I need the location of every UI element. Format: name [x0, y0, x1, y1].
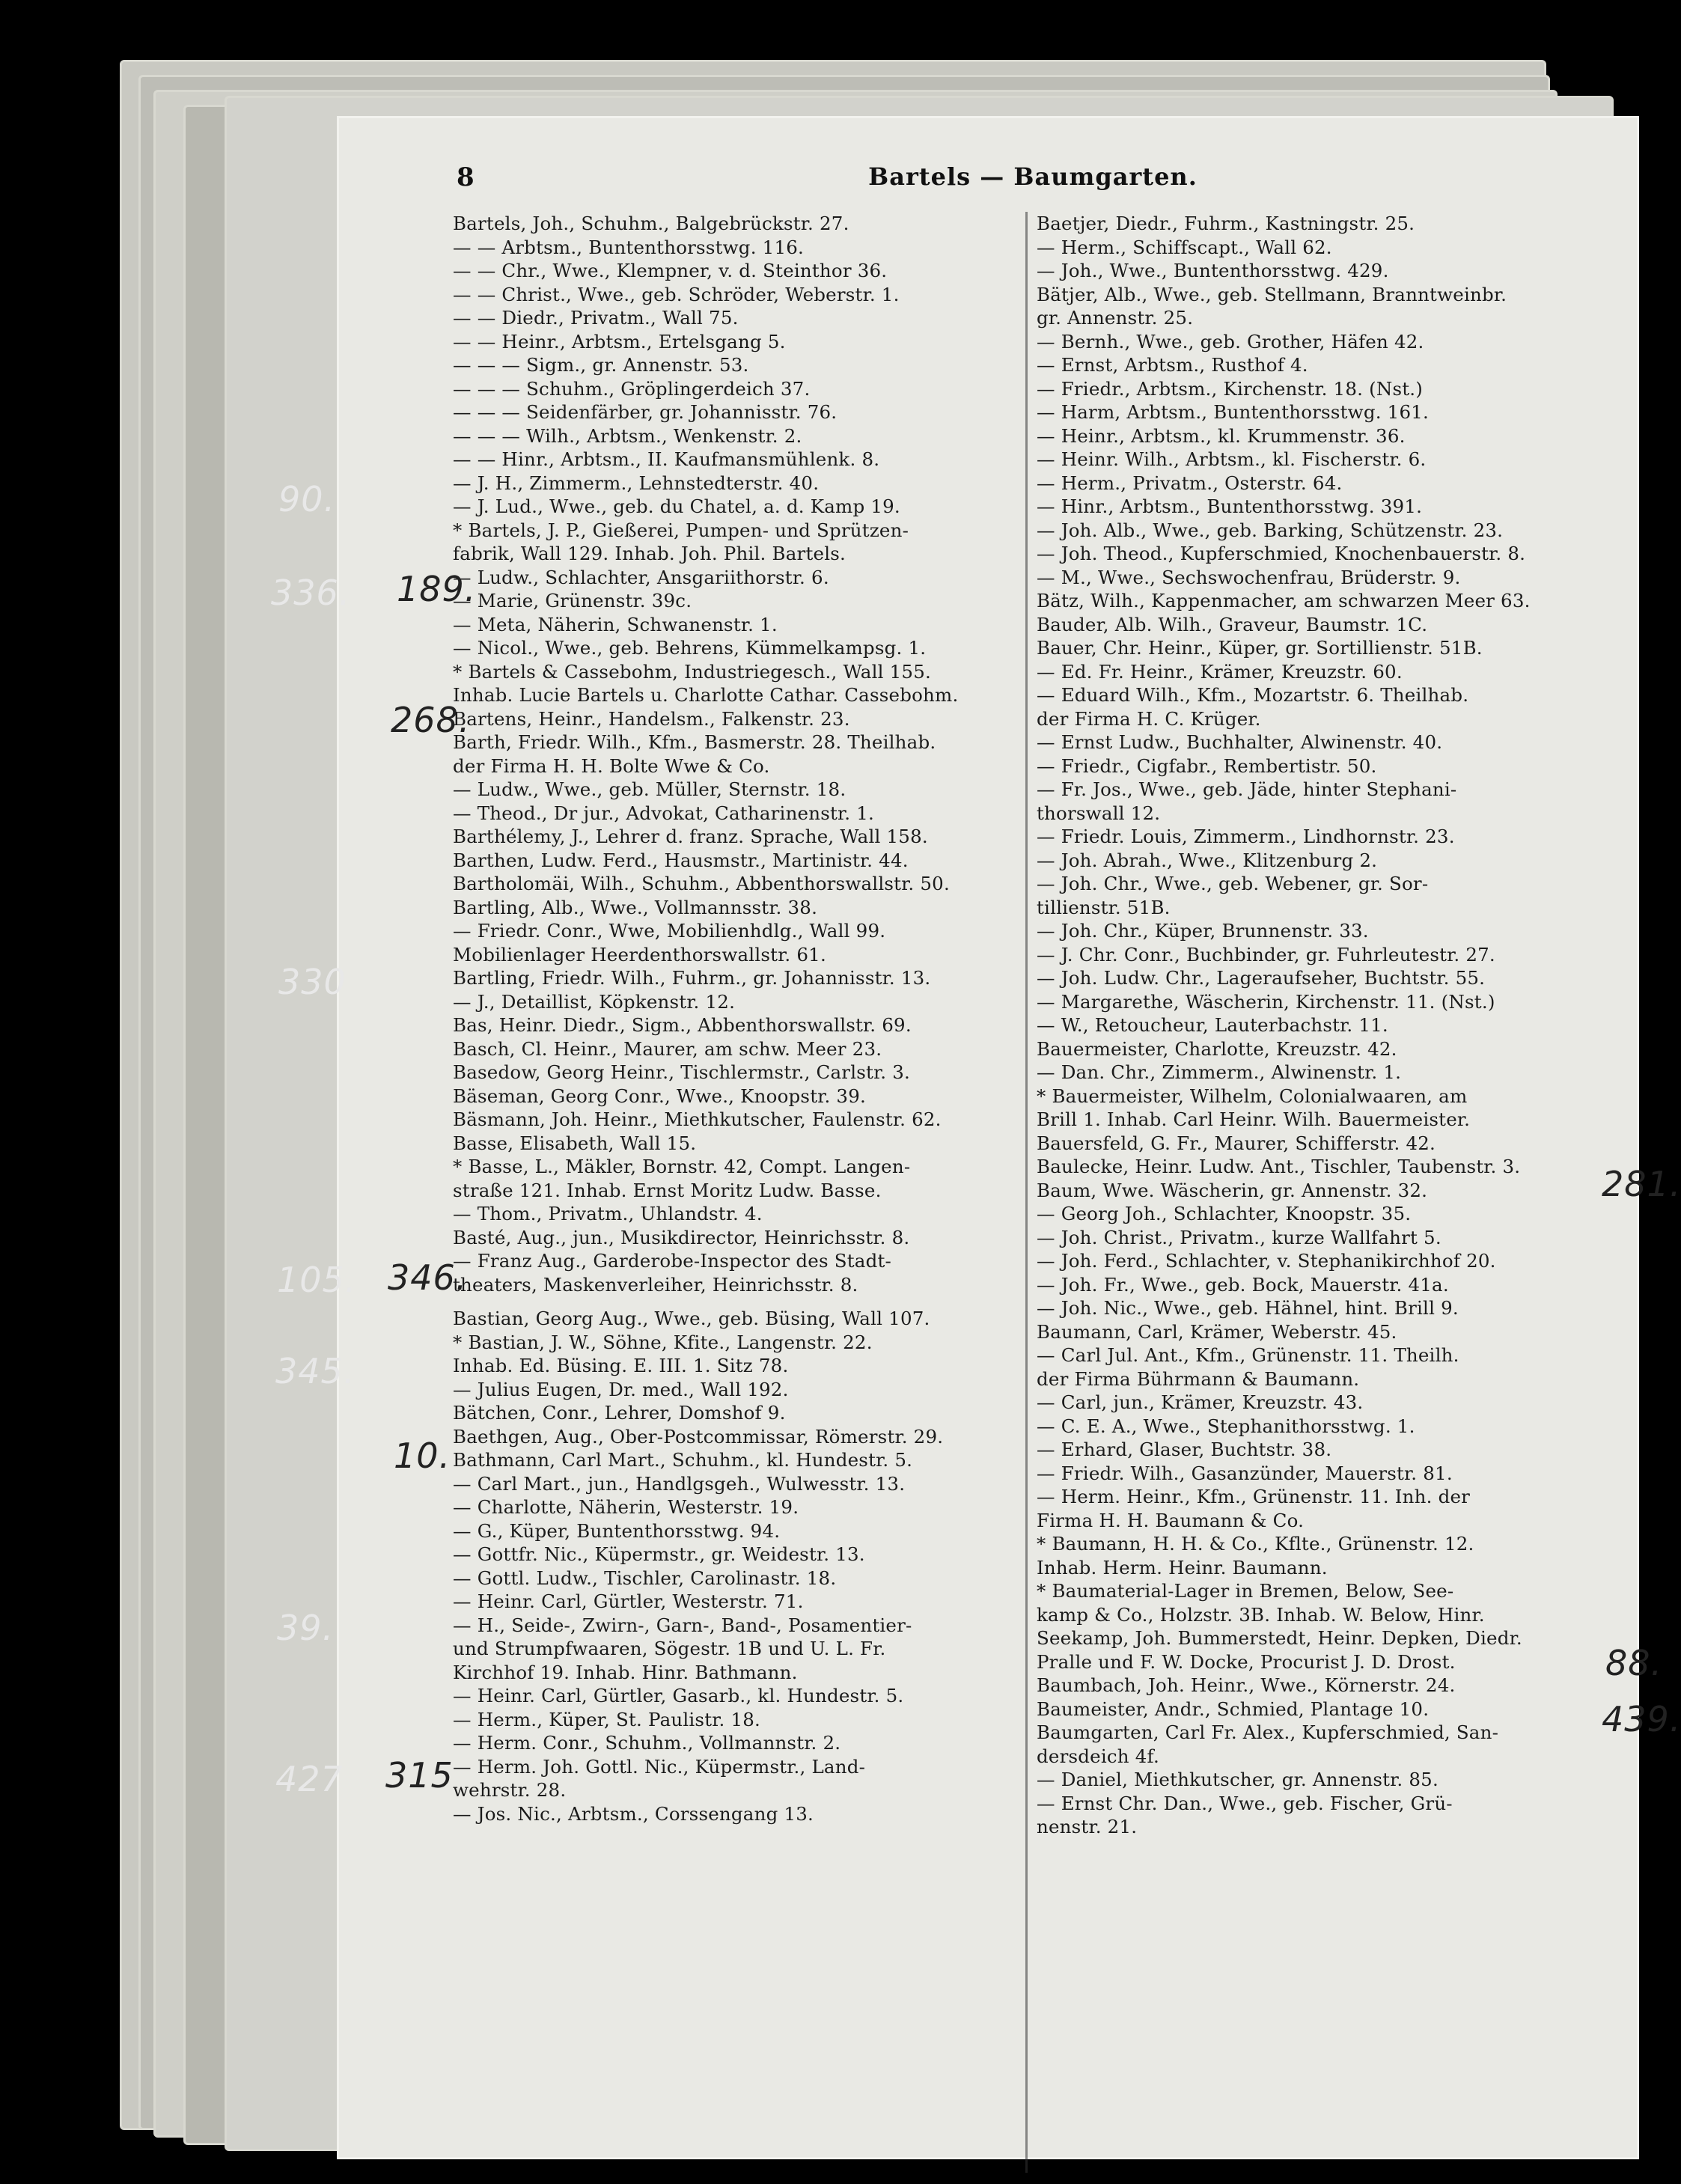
directory-entry-line: tillienstr. 51B. — [1037, 896, 1171, 918]
directory-entry-line: — Heinr., Arbtsm., kl. Krummenstr. 36. — [1037, 424, 1406, 447]
directory-entry-line: Bäsmann, Joh. Heinr., Miethkutscher, Faulenstr. 62. — [453, 1108, 942, 1130]
handwritten-note: 189. — [397, 569, 477, 609]
directory-entry-line: — Joh., Wwe., Buntenthorsstwg. 429. — [1037, 260, 1389, 281]
directory-entry-line: — Gottl. Ludw., Tischler, Carolinastr. 18. — [453, 1567, 837, 1589]
directory-page — [337, 116, 1639, 2159]
directory-entry-line: Baetjer, Diedr., Fuhrm., Kastningstr. 25. — [1037, 213, 1415, 234]
directory-entry-line: — Joh. Chr., Wwe., geb. Webener, gr. Sor- — [1037, 873, 1429, 894]
directory-entry-line: — Friedr. Conr., Wwe, Mobilienhdlg., Wall 99. — [453, 920, 886, 942]
directory-entry-line: Basedow, Georg Heinr., Tischlermstr., Carlstr. 3. — [453, 1061, 911, 1083]
handwritten-note: 315 — [385, 1755, 454, 1796]
handwritten-note: 90. — [278, 479, 336, 519]
directory-entry-line: — Joh. Ferd., Schlachter, v. Stephanikirchhof 20. — [1037, 1250, 1496, 1272]
directory-entry-line: — C. E. A., Wwe., Stephanithorsstwg. 1. — [1037, 1415, 1415, 1437]
directory-entry-line: Bathmann, Carl Mart., Schuhm., kl. Hundestr. 5. — [453, 1449, 913, 1471]
directory-entry-line: * Baumann, H. H. & Co., Kflte., Grünenstr. 12. — [1037, 1533, 1474, 1555]
directory-entry-line: — Jos. Nic., Arbtsm., Corssengang 13. — [453, 1802, 814, 1825]
directory-entry-line: — M., Wwe., Sechswochenfrau, Brüderstr. 9. — [1037, 566, 1461, 588]
directory-entry-line: thorswall 12. — [1037, 802, 1161, 824]
directory-entry-line: — Ed. Fr. Heinr., Krämer, Kreuzstr. 60. — [1037, 660, 1403, 683]
directory-entry-line: — — Diedr., Privatm., Wall 75. — [453, 307, 739, 329]
directory-entry-line: — Herm., Schiffscapt., Wall 62. — [1037, 236, 1332, 258]
directory-entry-line: Basse, Elisabeth, Wall 15. — [453, 1132, 697, 1154]
directory-entry-line: — — — Sigm., gr. Annenstr. 53. — [453, 354, 749, 376]
directory-entry-line: — Joh. Fr., Wwe., geb. Bock, Mauerstr. 41a. — [1037, 1273, 1449, 1296]
handwritten-note: 10. — [394, 1436, 451, 1476]
directory-entry-line: Bartling, Alb., Wwe., Vollmannsstr. 38. — [453, 896, 818, 918]
directory-entry-line: — Marie, Grünenstr. 39c. — [453, 590, 692, 611]
directory-entry-line: — H., Seide-, Zwirn-, Garn-, Band-, Posamentier- — [453, 1614, 912, 1636]
directory-entry-line: wehrstr. 28. — [453, 1779, 567, 1801]
handwritten-note: 88. — [1605, 1643, 1663, 1683]
directory-entry-line: — Harm, Arbtsm., Buntenthorsstwg. 161. — [1037, 401, 1430, 423]
directory-entry-line: der Firma H. H. Bolte Wwe & Co. — [453, 754, 770, 777]
directory-entry-line: Bartling, Friedr. Wilh., Fuhrm., gr. Johannisstr. 13. — [453, 967, 931, 989]
directory-entry-line: * Bartels, J. P., Gießerei, Pumpen- und Sprützen- — [453, 519, 909, 541]
directory-entry-line: Bastian, Georg Aug., Wwe., geb. Büsing, Wall 107. — [453, 1308, 930, 1329]
left-column — [453, 212, 1111, 1825]
directory-entry-line: — Eduard Wilh., Kfm., Mozartstr. 6. Theilhab. — [1037, 684, 1469, 706]
directory-entry-line: Brill 1. Inhab. Carl Heinr. Wilh. Bauermeister. — [1037, 1108, 1471, 1130]
directory-entry-line: — J., Detaillist, Köpkenstr. 12. — [453, 990, 736, 1013]
page-header — [457, 162, 1609, 192]
directory-entry-line: Inhab. Ed. Büsing. E. III. 1. Sitz 78. — [453, 1355, 789, 1376]
directory-entry-line: der Firma Bührmann & Baumann. — [1037, 1367, 1360, 1390]
page-title: Bartels — Baumgarten. — [868, 162, 1198, 191]
directory-entry-line: — J. Lud., Wwe., geb. du Chatel, a. d. Kamp 19. — [453, 495, 900, 517]
directory-entry-line: * Bauermeister, Wilhelm, Colonialwaaren, am — [1037, 1085, 1468, 1107]
directory-entry-line: — Georg Joh., Schlachter, Knoopstr. 35. — [1037, 1203, 1412, 1224]
directory-entry-line: Bäseman, Georg Conr., Wwe., Knoopstr. 39. — [453, 1085, 866, 1107]
directory-entry-line: — — Chr., Wwe., Klempner, v. d. Steinthor 36. — [453, 260, 888, 281]
handwritten-note: 330 — [278, 962, 347, 1002]
directory-entry-line: Basté, Aug., jun., Musikdirector, Heinrichsstr. 8. — [453, 1226, 910, 1248]
directory-entry-line: Kirchhof 19. Inhab. Hinr. Bathmann. — [453, 1661, 798, 1683]
directory-entry-line: — Ernst Chr. Dan., Wwe., geb. Fischer, Grü- — [1037, 1792, 1453, 1814]
directory-entry-line: Bartholomäi, Wilh., Schuhm., Abbenthorswallstr. 50. — [453, 873, 950, 894]
directory-entry-line: — Herm. Heinr., Kfm., Grünenstr. 11. Inh. der — [1037, 1486, 1471, 1507]
directory-entry-line: Baumbach, Joh. Heinr., Wwe., Körnerstr. 24. — [1037, 1674, 1456, 1696]
directory-entry-line: Barthélemy, J., Lehrer d. franz. Sprache, Wall 158. — [453, 826, 928, 847]
directory-entry-line: — Ernst, Arbtsm., Rusthof 4. — [1037, 354, 1308, 376]
directory-entry-line: Seekamp, Joh. Bummerstedt, Heinr. Depken, Diedr. — [1037, 1627, 1522, 1649]
directory-entry-line: — Joh. Theod., Kupferschmied, Knochenbauerstr. 8. — [1037, 543, 1526, 564]
directory-entry-line: Bauer, Chr. Heinr., Küper, gr. Sortillienstr. 51B. — [1037, 637, 1483, 659]
directory-entry-line: Bartels, Joh., Schuhm., Balgebrückstr. 27. — [453, 213, 849, 234]
directory-entry-line: — Heinr. Wilh., Arbtsm., kl. Fischerstr. 6. — [1037, 448, 1427, 470]
directory-entry-line: Bauder, Alb. Wilh., Graveur, Baumstr. 1C. — [1037, 613, 1428, 635]
directory-entry-line: — G., Küper, Buntenthorsstwg. 94. — [453, 1519, 781, 1542]
directory-entry-line: — Gottfr. Nic., Küpermstr., gr. Weidestr. 13. — [453, 1543, 865, 1565]
directory-entry-line: * Basse, L., Mäkler, Bornstr. 42, Compt. Langen- — [453, 1156, 911, 1177]
directory-entry-line: — Herm., Küper, St. Paulistr. 18. — [453, 1708, 761, 1730]
directory-entry-line: — Friedr., Arbtsm., Kirchenstr. 18. (Nst.) — [1037, 377, 1424, 400]
handwritten-note: 268. — [391, 700, 471, 740]
directory-entry-line: — — — Seidenfärber, gr. Johannisstr. 76. — [453, 401, 838, 423]
directory-entry-line: — — Heinr., Arbtsm., Ertelsgang 5. — [453, 330, 786, 353]
directory-entry-line: — Ernst Ludw., Buchhalter, Alwinenstr. 40. — [1037, 731, 1443, 753]
directory-entry-line: — Julius Eugen, Dr. med., Wall 192. — [453, 1378, 789, 1400]
directory-entry-line: gr. Annenstr. 25. — [1037, 307, 1194, 329]
directory-entry-line: theaters, Maskenverleiher, Heinrichsstr. 8. — [453, 1273, 858, 1296]
directory-entry-line: — Heinr. Carl, Gürtler, Gasarb., kl. Hundestr. 5. — [453, 1685, 904, 1706]
directory-entry-line: — Erhard, Glaser, Buchtstr. 38. — [1037, 1439, 1332, 1460]
directory-entry-line: — Joh. Ludw. Chr., Lageraufseher, Buchtstr. 55. — [1037, 967, 1486, 989]
directory-entry-line: — Joh. Chr., Küper, Brunnenstr. 33. — [1037, 920, 1369, 942]
directory-entry-line: — Joh. Nic., Wwe., geb. Hähnel, hint. Brill 9. — [1037, 1297, 1459, 1319]
directory-entry-line: Inhab. Herm. Heinr. Baumann. — [1037, 1556, 1328, 1578]
directory-entry-line: — Joh. Abrah., Wwe., Klitzenburg 2. — [1037, 849, 1378, 871]
directory-entry-line: — Friedr. Louis, Zimmerm., Lindhornstr. 23. — [1037, 826, 1455, 847]
directory-entry-line: — Joh. Alb., Wwe., geb. Barking, Schützenstr. 23. — [1037, 519, 1504, 541]
directory-entry-line: — Ludw., Wwe., geb. Müller, Sternstr. 18. — [453, 778, 846, 800]
directory-entry-line: Bauermeister, Charlotte, Kreuzstr. 42. — [1037, 1037, 1397, 1060]
directory-entry-line: fabrik, Wall 129. Inhab. Joh. Phil. Bartels. — [453, 543, 846, 564]
directory-entry-line: — Theod., Dr jur., Advokat, Catharinenstr. 1. — [453, 802, 875, 824]
directory-entry-line: — Fr. Jos., Wwe., geb. Jäde, hinter Stephani- — [1037, 778, 1457, 800]
directory-entry-line: Bauersfeld, G. Fr., Maurer, Schifferstr. 42. — [1037, 1132, 1436, 1154]
directory-entry-line: Bätz, Wilh., Kappenmacher, am schwarzen Meer 63. — [1037, 590, 1531, 611]
directory-entry-line: nenstr. 21. — [1037, 1816, 1138, 1837]
directory-entry-line: Inhab. Lucie Bartels u. Charlotte Cathar. Cassebohm. — [453, 684, 959, 706]
directory-entry-line: Bätchen, Conr., Lehrer, Domshof 9. — [453, 1402, 786, 1424]
directory-entry-line: — Heinr. Carl, Gürtler, Westerstr. 71. — [453, 1590, 804, 1612]
right-column — [1037, 212, 1632, 1839]
directory-entry-line: und Strumpfwaaren, Sögestr. 1B und U. L. Fr. — [453, 1638, 886, 1659]
directory-entry-line: — Carl Jul. Ant., Kfm., Grünenstr. 11. Theilh. — [1037, 1344, 1459, 1366]
directory-entry-line: — — — Wilh., Arbtsm., Wenkenstr. 2. — [453, 424, 802, 447]
directory-entry-line: — J. H., Zimmerm., Lehnstedterstr. 40. — [453, 472, 820, 494]
directory-entry-line: Baumgarten, Carl Fr. Alex., Kupferschmied, San- — [1037, 1721, 1499, 1743]
directory-entry-line: Pralle und F. W. Docke, Procurist J. D. Drost. — [1037, 1650, 1456, 1673]
directory-entry-line: — Thom., Privatm., Uhlandstr. 4. — [453, 1203, 763, 1224]
directory-entry-line: Basch, Cl. Heinr., Maurer, am schw. Meer 23. — [453, 1037, 882, 1060]
directory-entry-line: — Bernh., Wwe., geb. Grother, Häfen 42. — [1037, 330, 1424, 353]
directory-entry-line: Bartens, Heinr., Handelsm., Falkenstr. 23. — [453, 707, 850, 730]
directory-entry-line: — — — Schuhm., Gröplingerdeich 37. — [453, 377, 811, 400]
directory-entry-line: * Bartels & Cassebohm, Industriegesch., Wall 155. — [453, 660, 931, 683]
directory-entry-line: — — Christ., Wwe., geb. Schröder, Weberstr. 1. — [453, 283, 900, 305]
directory-entry-line: — Friedr. Wilh., Gasanzünder, Mauerstr. 81. — [1037, 1462, 1453, 1484]
directory-entry-line: * Bastian, J. W., Söhne, Kfite., Langenstr. 22. — [453, 1331, 873, 1353]
directory-entry-line: — Meta, Näherin, Schwanenstr. 1. — [453, 613, 778, 635]
directory-entry-line: der Firma H. C. Krüger. — [1037, 707, 1261, 730]
directory-entry-line: Mobilienlager Heerdenthorswallstr. 61. — [453, 943, 826, 966]
directory-entry-line: Barthen, Ludw. Ferd., Hausmstr., Martinistr. 44. — [453, 849, 909, 871]
directory-entry-line: — Daniel, Miethkutscher, gr. Annenstr. 85. — [1037, 1769, 1439, 1790]
directory-entry-line: Bas, Heinr. Diedr., Sigm., Abbenthorswallstr. 69. — [453, 1014, 912, 1036]
handwritten-note: 281. — [1602, 1164, 1681, 1204]
directory-entry-line: * Baumaterial-Lager in Bremen, Below, See- — [1037, 1580, 1454, 1602]
directory-entry-line: Bätjer, Alb., Wwe., geb. Stellmann, Branntweinbr. — [1037, 283, 1507, 305]
directory-entry-line: — Herm. Joh. Gottl. Nic., Küpermstr., Land- — [453, 1755, 866, 1778]
handwritten-note: 336. — [271, 573, 351, 613]
directory-entry-line: straße 121. Inhab. Ernst Moritz Ludw. Basse. — [453, 1179, 882, 1201]
directory-entry-line: — Hinr., Arbtsm., Buntenthorsstwg. 391. — [1037, 495, 1423, 517]
directory-entry-line: — Franz Aug., Garderobe-Inspector des Stadt- — [453, 1250, 892, 1272]
directory-entry-line: — Carl, jun., Krämer, Kreuzstr. 43. — [1037, 1391, 1364, 1413]
directory-entry-line: — Ludw., Schlachter, Ansgariithorstr. 6. — [453, 566, 829, 588]
directory-entry-line: — Friedr., Cigfabr., Rembertistr. 50. — [1037, 754, 1377, 777]
directory-entry-line: Firma H. H. Baumann & Co. — [1037, 1509, 1305, 1531]
handwritten-note: 346. — [388, 1257, 468, 1298]
directory-entry-line: Baumeister, Andr., Schmied, Plantage 10. — [1037, 1698, 1430, 1720]
directory-entry-line — [453, 1296, 1111, 1307]
directory-entry-line: — W., Retoucheur, Lauterbachstr. 11. — [1037, 1014, 1388, 1036]
directory-entry-line: Baethgen, Aug., Ober-Postcommissar, Römerstr. 29. — [453, 1425, 944, 1448]
handwritten-note: 39. — [277, 1608, 335, 1648]
handwritten-note: 439. — [1602, 1699, 1681, 1739]
directory-entry-line: — Herm., Privatm., Osterstr. 64. — [1037, 472, 1343, 494]
page-number: 8 — [457, 162, 475, 192]
directory-entry-line: kamp & Co., Holzstr. 3B. Inhab. W. Below, Hinr. — [1037, 1603, 1485, 1626]
directory-entry-line: dersdeich 4f. — [1037, 1745, 1159, 1767]
directory-entry-line: — — Hinr., Arbtsm., II. Kaufmansmühlenk. 8. — [453, 448, 880, 470]
handwritten-note: 427 — [275, 1759, 344, 1799]
directory-entry-line: — Joh. Christ., Privatm., kurze Wallfahrt 5. — [1037, 1226, 1441, 1248]
directory-entry-line: — Margarethe, Wäscherin, Kirchenstr. 11. (Nst.) — [1037, 990, 1495, 1013]
directory-entry-line: — J. Chr. Conr., Buchbinder, gr. Fuhrleutestr. 27. — [1037, 943, 1495, 966]
handwritten-note: 345. — [275, 1351, 356, 1391]
directory-entry-line: — Charlotte, Näherin, Westerstr. 19. — [453, 1496, 799, 1518]
directory-entry-line: — Carl Mart., jun., Handlgsgeh., Wulwesstr. 13. — [453, 1472, 906, 1495]
directory-entry-line: Barth, Friedr. Wilh., Kfm., Basmerstr. 28. Theilhab. — [453, 731, 936, 753]
directory-entry-line: Baumann, Carl, Krämer, Weberstr. 45. — [1037, 1320, 1397, 1343]
directory-entry-line: — Nicol., Wwe., geb. Behrens, Kümmelkampsg. 1. — [453, 637, 927, 659]
directory-entry-line: Baum, Wwe. Wäscherin, gr. Annenstr. 32. — [1037, 1179, 1428, 1201]
directory-entry-line: Baulecke, Heinr. Ludw. Ant., Tischler, Taubenstr. 3. — [1037, 1156, 1521, 1177]
directory-entry-line: — — Arbtsm., Buntenthorsstwg. 116. — [453, 236, 805, 258]
directory-entry-line: — Herm. Conr., Schuhm., Vollmannstr. 2. — [453, 1732, 841, 1754]
handwritten-note: 105. — [277, 1260, 357, 1300]
directory-entry-line: — Dan. Chr., Zimmerm., Alwinenstr. 1. — [1037, 1061, 1402, 1083]
